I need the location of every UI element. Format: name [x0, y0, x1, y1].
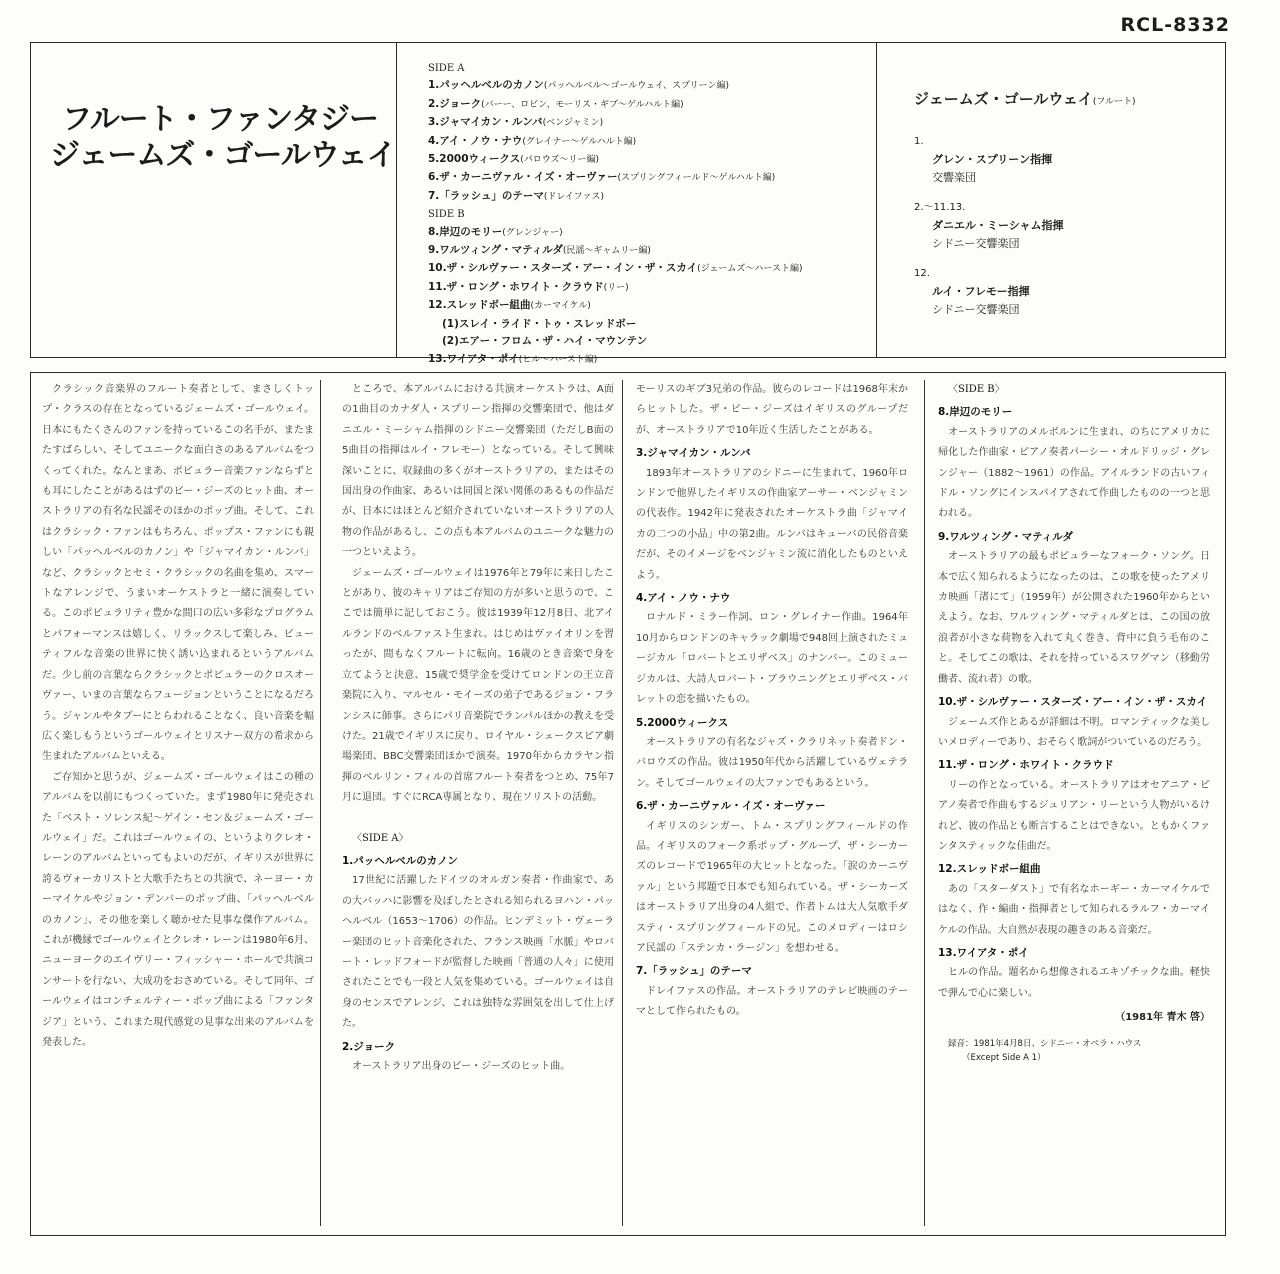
- track-note: (ヒル〜ハースト編): [518, 354, 598, 365]
- suite-part-2: (2)エアー・フロム・ザ・ハイ・マウンテン: [442, 335, 648, 348]
- track-item: [428, 242, 868, 260]
- conductor-name: ダニエル・ミーシャム指揮: [932, 219, 1064, 232]
- header-divider-right: [876, 42, 877, 358]
- notes-paragraph: オーストラリアの最もポピュラーなフォーク・ソング。日本で広く知られるようになったのは、この歌を使ったアメリカ映画「渚にて」（1959年）が公開された1960年からといえよう。なお、ワルツィング・マティルダとは、この国の放浪者が小さな荷物を入れて丸く巻き、背中に負う毛布のこと。そしてこの歌は、それを持っているスワグマン（移動労働者、流れ者）の歌。: [938, 551, 1210, 685]
- track-note: (民謡〜ギャムリー編): [562, 246, 651, 257]
- artist-line: [914, 90, 1214, 111]
- artist-name: ジェームズ・ゴールウェイ: [914, 90, 1093, 108]
- track-item: [428, 279, 868, 297]
- notes-track-heading: 11.ザ・ロング・ホワイト・クラウド: [938, 759, 1114, 772]
- track-item: [428, 351, 868, 369]
- notes-paragraph: ロナルド・ミラー作詞、ロン・グレイナー作曲。1964年10月からロンドンのキャラック劇場で948回上演されたミュージカル「ロバートとエリザベス」のナンバー。このミュージカルは、大詩人ロバート・ブラウニングとエリザベス・バレットの恋を描いたもの。: [636, 612, 908, 706]
- track-item: [428, 188, 868, 206]
- track-item: [428, 96, 868, 114]
- notes-paragraph: ドレイファスの作品。オーストラリアのテレビ映画のテーマとして作られたもの。: [636, 985, 908, 1018]
- orchestra-name: 交響楽団: [932, 171, 976, 184]
- notes-paragraph: ジェームズ作とあるが詳細は不明。ロマンティックな美しいメロディーであり、おそらく歌詞がついているのだろう。: [938, 716, 1210, 748]
- track-list: [428, 60, 868, 369]
- notes-track-heading: 3.ジャマイカン・ルンバ: [636, 447, 751, 460]
- track-note: (ジェームズ〜ハースト編): [697, 264, 803, 275]
- notes-track-heading: 12.スレッドボー組曲: [938, 863, 1041, 876]
- notes-paragraph: オーストラリアの有名なジャズ・クラリネット奏者ドン・バロウズの作品。彼は1950年代から活躍しているヴェテラン。そしてゴールウェイの大ファンでもあるという。: [636, 736, 908, 789]
- conductor-name: ルイ・フレモー指揮: [932, 285, 1030, 298]
- track-item: [428, 77, 868, 95]
- notes-paragraph: ところで、本アルバムにおける共演オーケストラは、A面の1曲目のカナダ人・スプリーン指揮の交響楽団で、他はダニエル・ミーシャム指揮のシドニー交響楽団（ただしB面の5曲目の指揮はルイ・フレモー）となっている。そして興味深いことに、収録曲の多くがオーストラリアの、またはその国出身の作曲家、あるいは同国と深い関係のあるもの作品だが、日本にはほとんど紹介されていないオーストラリアの人物の作品があるし、この点も本アルバムのユニークな魅力の一つといえよう。: [342, 384, 614, 559]
- author-signature: （1981年 青木 啓）: [1115, 1012, 1210, 1024]
- notes-column-4: [938, 380, 1210, 1226]
- orchestra-name: シドニー交響楽団: [932, 303, 1020, 316]
- column-divider: [320, 380, 321, 1226]
- notes-paragraph: ヒルの作品。題名から想像されるエキゾチックな曲。軽快で弾んで心に楽しい。: [938, 967, 1210, 999]
- notes-track-heading: 10.ザ・シルヴァー・スターズ・アー・イン・ザ・スカイ: [938, 696, 1208, 709]
- notes-paragraph: 17世紀に活躍したドイツのオルガン奏者・作曲家で、あの大バッハに影響を及ぼしたとされる知られるヨハン・パッヘルベル（1653〜1706）の作品。ヒンデミット・ヴェーラー楽団のヒット音楽化された、フランス映画「水脈」やロバート・レッドフォードが監督した映画「普通の人々」に使用されたことでも一段と人気を集めている。ゴールウェイは自身のセンスでアレンジ、これは独特な雰囲気を出して仕上げた。: [342, 875, 614, 1030]
- track-title: 4.アイ・ノウ・ナウ: [428, 134, 523, 147]
- credit-group: [914, 199, 1214, 253]
- notes-paragraph: クラシック音楽界のフルート奏者として、まさしくトップ・クラスの存在となっているジェームズ・ゴールウェイ。日本にもたくさんのファンを持っているこの名手が、またまたすばらしい、そしてユニークな面白さのあるアルバムをつくってくれた。なんとまあ、ポピュラー音楽ファンならずとも耳にしたことがあるはずのビー・ジーズのヒット曲、オーストラリアの有名な民謡そのほかのポップ曲。そして、これはクラシック・ファンはもちろん、ポップス・ファンにも親しい「パッヘルベルのカノン」や「ジャマイカン・ルンバ」など、クラシックとセミ・クラシックの名曲を集め、スマートなアレンジで、うまいオーケストラと一緒に演奏している。このポピュラリティ豊かな間口の広い多彩なプログラムとパフォーマンスは嬉しく、リラックスして楽しみ、ビューティフルな音楽の世界に快く誘い込まれるというアルバムだ。少し前の言葉ならクラシックとポピュラーのクロスオーヴァー、いまの言葉ならフュージョンということになるだろう。ジャンルやタブーにとらわれることなく、良い音楽を幅広く楽しもうというゴールウェイとリスナー双方の希求から生まれたアルバムといえる。: [42, 384, 314, 763]
- recording-line: （Except Side A 1）: [962, 1052, 1046, 1063]
- notes-paragraph: モーリスのギブ3兄弟の作品。彼らのレコードは1968年末からヒットした。ザ・ビー・ジーズはイギリスのグループだが、オーストラリアで10年近く生活したことがある。: [636, 384, 908, 436]
- track-title: 7.「ラッシュ」のテーマ: [428, 189, 544, 202]
- track-title: 10.ザ・シルヴァー・スターズ・アー・イン・ザ・スカイ: [428, 262, 698, 275]
- notes-track-heading: 4.アイ・ノウ・ナウ: [636, 592, 731, 605]
- notes-paragraph: あの「スターダスト」で有名なホーギー・カーマイケルではなく、作・編曲・指揮者として知られるラルフ・カーマイケルの作品。大自然が表現の趣きのある音楽だ。: [938, 883, 1210, 936]
- track-title: 9.ワルツィング・マティルダ: [428, 244, 563, 257]
- track-title: 2.ジョーク: [428, 97, 482, 110]
- album-title-line1: フルート・ファンタジー: [62, 102, 378, 137]
- track-title: 12.スレッドボー組曲: [428, 299, 531, 312]
- column-divider: [924, 380, 925, 1226]
- track-note: (グレイナー〜ゲルハルト編): [522, 136, 637, 147]
- notes-track-heading: 1.パッヘルベルのカノン: [342, 854, 458, 867]
- album-title-line2: ジェームズ・ゴールウェイ: [50, 138, 396, 173]
- recording-line: 録音：1981年4月8日、シドニー・オペラ・ハウス: [948, 1038, 1142, 1049]
- track-item: [428, 133, 868, 151]
- track-note: (パロウズ〜リー編): [520, 155, 600, 166]
- side-b-heading: 〈SIDE B〉: [948, 384, 1005, 395]
- track-item: [428, 224, 868, 242]
- credit-tracks: 12.: [914, 268, 930, 279]
- catalog-number: RCL-8332: [1120, 14, 1230, 36]
- credit-tracks: 1.: [914, 136, 924, 147]
- track-note: (リー): [603, 282, 629, 293]
- notes-track-heading: 6.ザ・カーニヴァル・イズ・オーヴァー: [636, 800, 826, 813]
- conductor-name: グレン・スプリーン指揮: [932, 153, 1053, 166]
- track-note: (パッヘルベル〜ゴールウェイ、スプリーン編): [543, 81, 730, 92]
- track-title: 6.ザ・カーニヴァル・イズ・オーヴァー: [428, 171, 618, 184]
- recording-info: [938, 1037, 1210, 1065]
- suite-part-1: (1)スレイ・ライド・トゥ・スレッドボー: [442, 317, 637, 330]
- notes-paragraph: ご存知かと思うが、ジェームズ・ゴールウェイはこの種のアルバムを以前にもつくっていた。まず1980年に発売された「ベスト・ソレンス紀〜ゲイン・セン＆ジェームズ・ゴールウェイ」だ。これはゴールウェイの、というよりクレオ・レーンのアルバムといってもよいのだが、イギリスが世界に誇るヴォーカリストと大歌手たちとの共演で、ネーヨー・カーマイケルやジョン・デンバーのポップ曲、「パッヘルベルのカノン」、その他を楽しく聴かせた見事な傑作アルバム。これが機縁でゴールウェイとクレオ・レーンは1980年6月、ニューヨークのエイヴリー・フィッシャー・ホールで共演コンサートを行ない、大成功をおさめている。そして同年、ゴールウェイはコンチェルティー・ポップ曲による「ファンタジア」という、これまた現代感覚の見事な出来のアルバムを発表した。: [42, 771, 314, 1048]
- notes-paragraph: イギリスのシンガー、トム・スプリングフィールドの作品。イギリスのフォーク系ポップ・グループ、ザ・シーカーズのレコードで1965年の大ヒットとなった。「涙のカーニヴァル」という邦題で日本でも知られている。ザ・シーカーズはオーストラリア出身の4人組で、作者トムは大人気歌手ダスティ・スプリングフィールドの兄。このメロディーはロシア民謡の「ステンカ・ラージン」を想わせる。: [636, 820, 908, 954]
- track-item: [428, 151, 868, 169]
- track-title: 11.ザ・ロング・ホワイト・クラウド: [428, 280, 604, 293]
- notes-track-heading: 2.ジョーク: [342, 1040, 396, 1053]
- track-title: 5.2000ウィークス: [428, 153, 521, 166]
- track-note: (スプリングフィールド〜ゲルハルト編): [617, 173, 776, 184]
- track-title: 13.ワイアタ・ポイ: [428, 352, 519, 365]
- notes-track-heading: 5.2000ウィークス: [636, 716, 729, 729]
- notes-paragraph: リーの作となっている。オーストラリアはオセアニア・ピアノ奏者で作曲もするジュリアン・リーという人物がいるけれど、彼の作品とも断言することはできない。ともかくファンタスティックな佳曲だ。: [938, 779, 1210, 852]
- track-note: (カーマイケル): [530, 301, 591, 312]
- track-title: 3.ジャマイカン・ルンバ: [428, 116, 543, 129]
- track-note: (ドレイファス): [543, 191, 604, 202]
- track-title: 1.パッヘルベルのカノン: [428, 79, 544, 92]
- track-title: 8.岸辺のモリー: [428, 225, 503, 238]
- notes-column-3: [636, 380, 908, 1226]
- performer-credits: [914, 90, 1214, 331]
- notes-track-heading: 9.ワルツィング・マティルダ: [938, 530, 1073, 543]
- notes-paragraph: 1893年オーストラリアのシドニーに生まれて、1960年ロンドンで他界したイギリスの作曲家アーサー・ベンジャミンの代表作。1942年に発表されたオーケストラ曲「ジャマイカの二つの小品」中の第2曲。ルンバはキューバの民俗音楽だが、そのイメージをベンジャミン流に消化したものといえよう。: [636, 467, 908, 581]
- track-note: (ベンジャミン): [542, 118, 604, 129]
- track-item: [428, 169, 868, 187]
- track-item: [428, 297, 868, 315]
- notes-paragraph: オーストラリアのメルボルンに生まれ、のちにアメリカに帰化した作曲家・ピアノ奏者パーシー・オルドリッジ・グレンジャー（1882〜1961）の作品。アイルランドの古いフィドル・ソングにインスパイアされて作曲したものの一つと思われる。: [938, 426, 1210, 520]
- side-a-label: SIDE A: [428, 63, 465, 74]
- track-note: (バーー、ロビン、モーリス・ギブ〜ゲルハルト編): [481, 99, 684, 110]
- notes-paragraph: ジェームズ・ゴールウェイは1976年と79年に来日したことがあり、彼のキャリアはご存知の方が多いと思うので、ここでは簡単に記しておこう。彼は1939年12月8日、北アイルランドのベルファスト生まれ。はじめはヴァイオリンを習ったが、間もなくフルートに転向。16歳のとき音楽で身を立てようと決意、15歳で奨学金を受けてロンドンの王立音楽院に入り、マルセル・モイーズの弟子であるジョン・フランシスに師事。さらにパリ音楽院でランパルほかの教えを受けた。21歳でイギリスに戻り、ロイヤル・シェークスピア劇場楽団、BBC交響楽団ほかで演奏。1970年からカラヤン指揮のベルリン・フィルの首席フルート奏者をつとめ、75年7月に退団。すぐにRCA専属となり、現在ソリストの活動。: [342, 567, 614, 804]
- notes-track-heading: 7.「ラッシュ」のテーマ: [636, 965, 752, 978]
- side-a-heading: 〈SIDE A〉: [352, 832, 409, 844]
- notes-track-heading: 8.岸辺のモリー: [938, 406, 1013, 419]
- credit-tracks: 2.〜11.13.: [914, 202, 966, 213]
- artist-role: (フルート): [1092, 97, 1136, 107]
- credit-group: [914, 265, 1214, 319]
- notes-paragraph: オーストラリア出身のビー・ジーズのヒット曲。: [352, 1061, 571, 1072]
- credit-group: [914, 133, 1214, 187]
- notes-column-1: [42, 380, 314, 1226]
- track-item: [428, 114, 868, 132]
- column-divider: [622, 380, 623, 1226]
- track-item: [428, 260, 868, 278]
- header-divider-left: [396, 42, 397, 358]
- notes-track-heading: 13.ワイアタ・ポイ: [938, 946, 1029, 959]
- orchestra-name: シドニー交響楽団: [932, 237, 1020, 250]
- side-b-label: SIDE B: [428, 209, 465, 221]
- notes-column-2: [342, 380, 614, 1226]
- track-note: (グレンジャー): [502, 227, 563, 238]
